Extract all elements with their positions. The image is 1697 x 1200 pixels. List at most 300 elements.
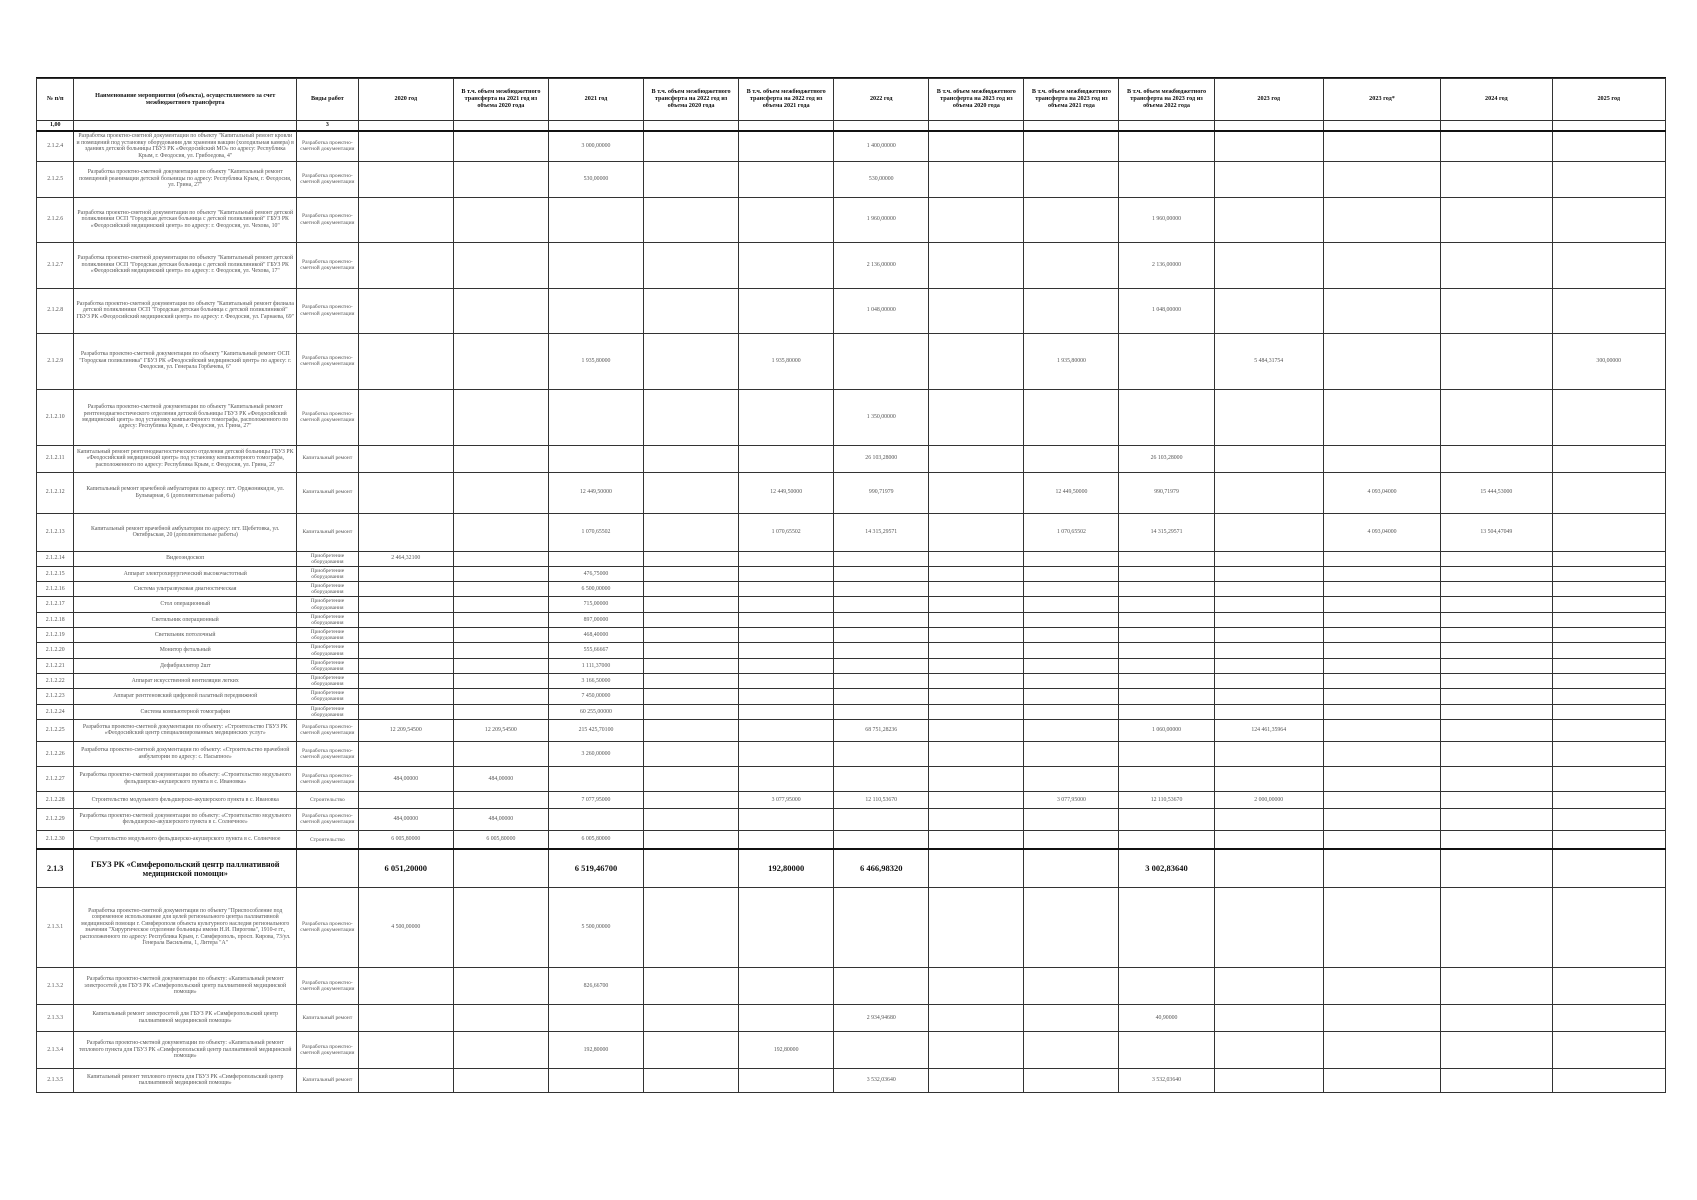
- amount-cell: [1552, 967, 1666, 1004]
- amount-cell: [1441, 597, 1552, 612]
- header-row: [37, 79, 1666, 121]
- row-number: 2.1.2.18: [37, 612, 74, 627]
- amount-cell: [1024, 808, 1119, 830]
- amount-cell: [1024, 1031, 1119, 1068]
- amount-cell: [739, 766, 834, 791]
- amount-cell: [644, 674, 739, 689]
- amount-cell: [453, 161, 548, 197]
- event-name: Строительство модульного фельдшерско-акушерского пункта в с. Ивановка: [74, 791, 297, 808]
- amount-cell: 14 315,29571: [834, 513, 929, 551]
- amount-cell: [1441, 1004, 1552, 1031]
- amount-cell: 897,00000: [548, 612, 643, 627]
- amount-cell: [1214, 628, 1323, 643]
- amount-cell: 14 315,29571: [1119, 513, 1214, 551]
- row-number: 2.1.2.24: [37, 704, 74, 719]
- table-row: [37, 674, 1666, 689]
- table-row: [37, 389, 1666, 445]
- index-cell: [1552, 121, 1666, 132]
- amount-cell: [644, 389, 739, 445]
- event-name: Система компьютерной томографии: [74, 704, 297, 719]
- amount-cell: [834, 689, 929, 704]
- amount-cell: [1119, 597, 1214, 612]
- work-type: Разработка проектно-сметной документации: [297, 766, 359, 791]
- amount-cell: [1441, 161, 1552, 197]
- row-number: 2.1.2.21: [37, 658, 74, 673]
- amount-cell: [929, 830, 1024, 849]
- index-cell: [739, 121, 834, 132]
- amount-cell: [1214, 445, 1323, 472]
- amount-cell: [739, 830, 834, 849]
- amount-cell: [929, 719, 1024, 741]
- event-name: Разработка проектно-сметной документации по объекту "Капитальный ремонт помещений реанимации детской больницы по адресу: Республика Крым, г. Феодосия, ул. Грина, 27": [74, 161, 297, 197]
- amount-cell: [644, 513, 739, 551]
- amount-cell: [1441, 1031, 1552, 1068]
- amount-cell: [1552, 445, 1666, 472]
- amount-cell: [1214, 658, 1323, 673]
- amount-cell: [1024, 551, 1119, 566]
- amount-cell: [1552, 1031, 1666, 1068]
- work-type: Разработка проектно-сметной документации: [297, 967, 359, 1004]
- amount-cell: [739, 1004, 834, 1031]
- amount-cell: [1441, 791, 1552, 808]
- event-name: Разработка проектно-сметной документации по объекту: «Капитальный ремонт теплового пункта для ГБУЗ РК «Симферопольский центр паллиативной медицинской помощи»: [74, 1031, 297, 1068]
- event-name: Разработка проектно-сметной документации по объекту: «Строительство модульного фельдшерско-акушерского пункта в с. Солнечное»: [74, 808, 297, 830]
- table-row: [37, 719, 1666, 741]
- amount-cell: 1 070,65502: [739, 513, 834, 551]
- amount-cell: [1119, 551, 1214, 566]
- amount-cell: [1214, 849, 1323, 887]
- row-number: 2.1.2.22: [37, 674, 74, 689]
- table-row: [37, 689, 1666, 704]
- amount-cell: [1214, 472, 1323, 513]
- table-row: [37, 791, 1666, 808]
- amount-cell: 40,90000: [1119, 1004, 1214, 1031]
- row-number: 2.1.3.4: [37, 1031, 74, 1068]
- amount-cell: [1323, 597, 1440, 612]
- work-type: Приобретение оборудования: [297, 643, 359, 658]
- amount-cell: [929, 389, 1024, 445]
- amount-cell: [1214, 643, 1323, 658]
- amount-cell: [739, 551, 834, 566]
- amount-cell: [739, 1068, 834, 1092]
- amount-cell: [644, 197, 739, 242]
- table-row: [37, 766, 1666, 791]
- event-name: Разработка проектно-сметной документации по объекту: «Капитальный ремонт электросетей для ГБУЗ РК «Симферопольский центр паллиативной медицинской помощи»: [74, 967, 297, 1004]
- work-type: Разработка проектно-сметной документации: [297, 288, 359, 333]
- amount-cell: [1214, 197, 1323, 242]
- amount-cell: 826,66700: [548, 967, 643, 1004]
- amount-cell: [453, 197, 548, 242]
- amount-cell: 5 500,00000: [548, 887, 643, 967]
- amount-cell: 68 751,28236: [834, 719, 929, 741]
- amount-cell: 15 444,53000: [1441, 472, 1552, 513]
- amount-cell: [1214, 830, 1323, 849]
- work-type: Строительство: [297, 830, 359, 849]
- amount-cell: [1552, 658, 1666, 673]
- amount-cell: [1552, 472, 1666, 513]
- amount-cell: [739, 161, 834, 197]
- amount-cell: 1 960,00000: [1119, 197, 1214, 242]
- amount-cell: [453, 674, 548, 689]
- amount-cell: [358, 674, 453, 689]
- event-name: Стол операционный: [74, 597, 297, 612]
- amount-cell: [453, 551, 548, 566]
- amount-cell: 484,00000: [453, 766, 548, 791]
- row-number: 2.1.2.30: [37, 830, 74, 849]
- amount-cell: 990,71979: [1119, 472, 1214, 513]
- amount-cell: [453, 513, 548, 551]
- work-type: Приобретение оборудования: [297, 566, 359, 581]
- amount-cell: [1552, 741, 1666, 766]
- event-name: Монитор фетальный: [74, 643, 297, 658]
- amount-cell: [929, 161, 1024, 197]
- amount-cell: 1 111,37000: [548, 658, 643, 673]
- amount-cell: [929, 628, 1024, 643]
- amount-cell: [1119, 131, 1214, 161]
- amount-cell: [358, 288, 453, 333]
- work-type: Строительство: [297, 791, 359, 808]
- amount-cell: [1119, 643, 1214, 658]
- header-cell: 2022 год: [834, 79, 929, 121]
- amount-cell: [1441, 849, 1552, 887]
- amount-cell: [1024, 887, 1119, 967]
- work-type: Капитальный ремонт: [297, 472, 359, 513]
- amount-cell: [1441, 887, 1552, 967]
- amount-cell: [1441, 1068, 1552, 1092]
- work-type: Разработка проектно-сметной документации: [297, 161, 359, 197]
- amount-cell: [358, 1004, 453, 1031]
- amount-cell: 1 400,00000: [834, 131, 929, 161]
- amount-cell: [1119, 582, 1214, 597]
- amount-cell: [644, 704, 739, 719]
- amount-cell: [739, 674, 834, 689]
- header-cell: Виды работ: [297, 79, 359, 121]
- row-number: 2.1.2.5: [37, 161, 74, 197]
- amount-cell: [929, 741, 1024, 766]
- amount-cell: [1119, 566, 1214, 581]
- event-name: Разработка проектно-сметной документации по объекту "Капитальный ремонт ОСП "Городская поликлиника" ГБУЗ РК «Феодосийский медицинский центр» по адресу: г. Феодосия, ул. Генерала Горбачева, 6": [74, 333, 297, 389]
- amount-cell: [358, 1031, 453, 1068]
- amount-cell: [453, 612, 548, 627]
- amount-cell: [929, 766, 1024, 791]
- amount-cell: [644, 967, 739, 1004]
- amount-cell: [1441, 566, 1552, 581]
- amount-cell: [1323, 161, 1440, 197]
- amount-cell: [1119, 741, 1214, 766]
- event-name: Капитальный ремонт рентгенодиагностического отделения детской больницы ГБУЗ РК «Феодосийский медицинский центр» под установку компьютерного томографа, расположенного по адресу: Республика Крым, г. Феодосия, ул. Грина, 27: [74, 445, 297, 472]
- amount-cell: [834, 1031, 929, 1068]
- work-type: Разработка проектно-сметной документации: [297, 333, 359, 389]
- amount-cell: [1119, 658, 1214, 673]
- amount-cell: [548, 1068, 643, 1092]
- amount-cell: [834, 658, 929, 673]
- amount-cell: 6 519,46700: [548, 849, 643, 887]
- amount-cell: [739, 288, 834, 333]
- event-name: Капитальный ремонт врачебной амбулатории по адресу: пгт. Щебетовка, ул. Октябрьская, 20 (дополнительные работы): [74, 513, 297, 551]
- work-type: Капитальный ремонт: [297, 445, 359, 472]
- amount-cell: [1024, 967, 1119, 1004]
- amount-cell: 3 000,00000: [548, 131, 643, 161]
- amount-cell: 468,40000: [548, 628, 643, 643]
- event-name: Капитальный ремонт электросетей для ГБУЗ РК «Симферопольский центр паллиативной медицинской помощи»: [74, 1004, 297, 1031]
- amount-cell: [358, 1068, 453, 1092]
- amount-cell: [644, 597, 739, 612]
- amount-cell: [1119, 808, 1214, 830]
- amount-cell: [1441, 288, 1552, 333]
- amount-cell: [1552, 242, 1666, 288]
- amount-cell: [929, 597, 1024, 612]
- table-row: [37, 472, 1666, 513]
- table-row: [37, 513, 1666, 551]
- row-number: 2.1.2.15: [37, 566, 74, 581]
- amount-cell: 6 005,80000: [453, 830, 548, 849]
- amount-cell: [929, 612, 1024, 627]
- index-cell: [1214, 121, 1323, 132]
- amount-cell: 192,80000: [739, 1031, 834, 1068]
- amount-cell: [739, 242, 834, 288]
- amount-cell: [453, 741, 548, 766]
- amount-cell: [834, 333, 929, 389]
- amount-cell: [929, 333, 1024, 389]
- work-type: Приобретение оборудования: [297, 612, 359, 627]
- amount-cell: 1 935,80000: [739, 333, 834, 389]
- amount-cell: [739, 612, 834, 627]
- amount-cell: 1 935,80000: [1024, 333, 1119, 389]
- amount-cell: [1119, 887, 1214, 967]
- amount-cell: [1214, 704, 1323, 719]
- amount-cell: [739, 704, 834, 719]
- row-number: 2.1.2.29: [37, 808, 74, 830]
- amount-cell: [929, 849, 1024, 887]
- amount-cell: [358, 513, 453, 551]
- amount-cell: [358, 658, 453, 673]
- amount-cell: [1323, 830, 1440, 849]
- amount-cell: [644, 242, 739, 288]
- table-row: [37, 887, 1666, 967]
- event-name: Аппарат рентгеновский цифровой палатный передвижной: [74, 689, 297, 704]
- event-name: Разработка проектно-сметной документации по объекту: «Строительство ГБУЗ РК «Феодосийский центр специализированных медицинских услуг»: [74, 719, 297, 741]
- amount-cell: [1214, 887, 1323, 967]
- amount-cell: [834, 628, 929, 643]
- amount-cell: [358, 689, 453, 704]
- table-row: [37, 161, 1666, 197]
- amount-cell: [1323, 1004, 1440, 1031]
- amount-cell: [929, 197, 1024, 242]
- table-row: [37, 333, 1666, 389]
- amount-cell: [1214, 612, 1323, 627]
- amount-cell: [453, 582, 548, 597]
- amount-cell: [929, 704, 1024, 719]
- amount-cell: [1552, 704, 1666, 719]
- amount-cell: [644, 643, 739, 658]
- table-row: [37, 445, 1666, 472]
- amount-cell: [1024, 719, 1119, 741]
- amount-cell: [834, 766, 929, 791]
- header-cell: 2025 год: [1552, 79, 1666, 121]
- amount-cell: [929, 566, 1024, 581]
- table-row: [37, 628, 1666, 643]
- amount-cell: [1441, 719, 1552, 741]
- row-number: 2.1.2.25: [37, 719, 74, 741]
- amount-cell: [1552, 849, 1666, 887]
- event-name: Разработка проектно-сметной документации по объекту "Капитальный ремонт кровли и помещений под установку оборудования для хранения вакцин (холодильная камера) в зданиях детской больницы ГБУЗ РК «Феодосийский МО» по адресу: Республика Крым, г. Феодосия, ул. Грибоедова, 4": [74, 131, 297, 161]
- amount-cell: [1552, 161, 1666, 197]
- amount-cell: [1323, 551, 1440, 566]
- amount-cell: [548, 445, 643, 472]
- amount-cell: [1552, 1004, 1666, 1031]
- amount-cell: [358, 131, 453, 161]
- table-row: [37, 612, 1666, 627]
- row-number: 2.1.2.27: [37, 766, 74, 791]
- amount-cell: [739, 741, 834, 766]
- amount-cell: [929, 472, 1024, 513]
- amount-cell: 2 934,94680: [834, 1004, 929, 1031]
- amount-cell: [929, 689, 1024, 704]
- amount-cell: [929, 513, 1024, 551]
- amount-cell: [1119, 766, 1214, 791]
- amount-cell: [644, 582, 739, 597]
- work-type: Приобретение оборудования: [297, 628, 359, 643]
- amount-cell: 300,00000: [1552, 333, 1666, 389]
- header-cell: В т.ч. объем межбюджетного трансферта на 2021 год из объема 2020 года: [453, 79, 548, 121]
- amount-cell: [1214, 766, 1323, 791]
- header-cell: 2023 год: [1214, 79, 1323, 121]
- amount-cell: [1119, 704, 1214, 719]
- amount-cell: [1552, 808, 1666, 830]
- amount-cell: [1441, 808, 1552, 830]
- amount-cell: 12 449,50000: [739, 472, 834, 513]
- amount-cell: [1323, 1068, 1440, 1092]
- amount-cell: [834, 612, 929, 627]
- amount-cell: [1323, 333, 1440, 389]
- amount-cell: [548, 766, 643, 791]
- amount-cell: [739, 808, 834, 830]
- amount-cell: [1323, 887, 1440, 967]
- amount-cell: [1024, 582, 1119, 597]
- amount-cell: [1024, 1068, 1119, 1092]
- event-name: Разработка проектно-сметной документации по объекту "Приспособление под современное использование для целей регионального центра паллиативной медицинской помощи г. Симферополя объекта культурного наследия регионального значения "Хирургическое отделение больницы имени Н.И. Пирогова", 1910-е гг., расположенного по адресу: Республика Крым, г. Симферополь, просп. Кирова, 73/ул. Генерала Васильева, 1, Литера "А": [74, 887, 297, 967]
- amount-cell: [1441, 612, 1552, 627]
- amount-cell: 60 255,00000: [548, 704, 643, 719]
- amount-cell: [358, 333, 453, 389]
- index-cell: [453, 121, 548, 132]
- amount-cell: [358, 445, 453, 472]
- amount-cell: [644, 766, 739, 791]
- amount-cell: [644, 741, 739, 766]
- table-row: [37, 288, 1666, 333]
- row-number: 2.1.3.3: [37, 1004, 74, 1031]
- amount-cell: 6 500,00000: [548, 582, 643, 597]
- amount-cell: [1552, 791, 1666, 808]
- amount-cell: [1214, 389, 1323, 445]
- amount-cell: [644, 445, 739, 472]
- amount-cell: [929, 967, 1024, 1004]
- work-type: Разработка проектно-сметной документации: [297, 197, 359, 242]
- amount-cell: [1323, 628, 1440, 643]
- amount-cell: [1552, 643, 1666, 658]
- amount-cell: [453, 445, 548, 472]
- amount-cell: [1441, 445, 1552, 472]
- amount-cell: [1214, 674, 1323, 689]
- amount-cell: [453, 658, 548, 673]
- work-type: Разработка проектно-сметной документации: [297, 887, 359, 967]
- amount-cell: [644, 1031, 739, 1068]
- amount-cell: [1323, 741, 1440, 766]
- work-type: Приобретение оборудования: [297, 674, 359, 689]
- amount-cell: [929, 1004, 1024, 1031]
- index-cell: 3: [297, 121, 359, 132]
- header-cell: 2021 год: [548, 79, 643, 121]
- row-number: 2.1.2.6: [37, 197, 74, 242]
- amount-cell: [1441, 830, 1552, 849]
- header-cell: В т.ч. объем межбюджетного трансферта на 2022 год из объема 2021 года: [739, 79, 834, 121]
- amount-cell: 1 960,00000: [834, 197, 929, 242]
- work-type: Разработка проектно-сметной документации: [297, 719, 359, 741]
- amount-cell: [834, 566, 929, 581]
- index-row: [37, 121, 1666, 132]
- amount-cell: [834, 808, 929, 830]
- amount-cell: [1552, 1068, 1666, 1092]
- amount-cell: [1024, 161, 1119, 197]
- amount-cell: [644, 1068, 739, 1092]
- amount-cell: 7 077,95000: [548, 791, 643, 808]
- amount-cell: [453, 887, 548, 967]
- amount-cell: [1441, 333, 1552, 389]
- amount-cell: [1441, 551, 1552, 566]
- index-cell: [548, 121, 643, 132]
- index-cell: [358, 121, 453, 132]
- amount-cell: [1024, 597, 1119, 612]
- index-cell: 1,00: [37, 121, 74, 132]
- amount-cell: [1441, 628, 1552, 643]
- amount-cell: 192,80000: [739, 849, 834, 887]
- amount-cell: [1214, 1004, 1323, 1031]
- row-number: 2.1.3: [37, 849, 74, 887]
- amount-cell: 3 532,03640: [1119, 1068, 1214, 1092]
- amount-cell: 990,71979: [834, 472, 929, 513]
- amount-cell: 1 070,65502: [1024, 513, 1119, 551]
- amount-cell: [929, 887, 1024, 967]
- amount-cell: [739, 389, 834, 445]
- amount-cell: [358, 597, 453, 612]
- amount-cell: [548, 1004, 643, 1031]
- table-row: [37, 658, 1666, 673]
- table-row: [37, 582, 1666, 597]
- amount-cell: 4 093,04000: [1323, 513, 1440, 551]
- amount-cell: [358, 704, 453, 719]
- table-row: [37, 1004, 1666, 1031]
- work-type: Капитальный ремонт: [297, 1068, 359, 1092]
- amount-cell: [453, 566, 548, 581]
- amount-cell: 26 103,28000: [834, 445, 929, 472]
- amount-cell: [1214, 808, 1323, 830]
- event-name: ГБУЗ РК «Симферопольский центр паллиативной медицинской помощи»: [74, 849, 297, 887]
- amount-cell: [1323, 445, 1440, 472]
- table-row: [37, 597, 1666, 612]
- event-name: Разработка проектно-сметной документации по объекту "Капитальный ремонт детской поликлиники ОСП "Городская детская больница с детской поликлиникой" ГБУЗ РК «Феодосийский медицинский центр» по адресу: г. Феодосия, ул. Чехова, 17": [74, 242, 297, 288]
- amount-cell: [1024, 689, 1119, 704]
- row-number: 2.1.3.5: [37, 1068, 74, 1092]
- row-number: 2.1.2.9: [37, 333, 74, 389]
- amount-cell: 484,00000: [358, 808, 453, 830]
- amount-cell: [1024, 131, 1119, 161]
- amount-cell: 1 935,80000: [548, 333, 643, 389]
- work-type: [297, 849, 359, 887]
- amount-cell: 215 425,70100: [548, 719, 643, 741]
- amount-cell: [1024, 242, 1119, 288]
- amount-cell: 4 500,00000: [358, 887, 453, 967]
- work-type: Разработка проектно-сметной документации: [297, 741, 359, 766]
